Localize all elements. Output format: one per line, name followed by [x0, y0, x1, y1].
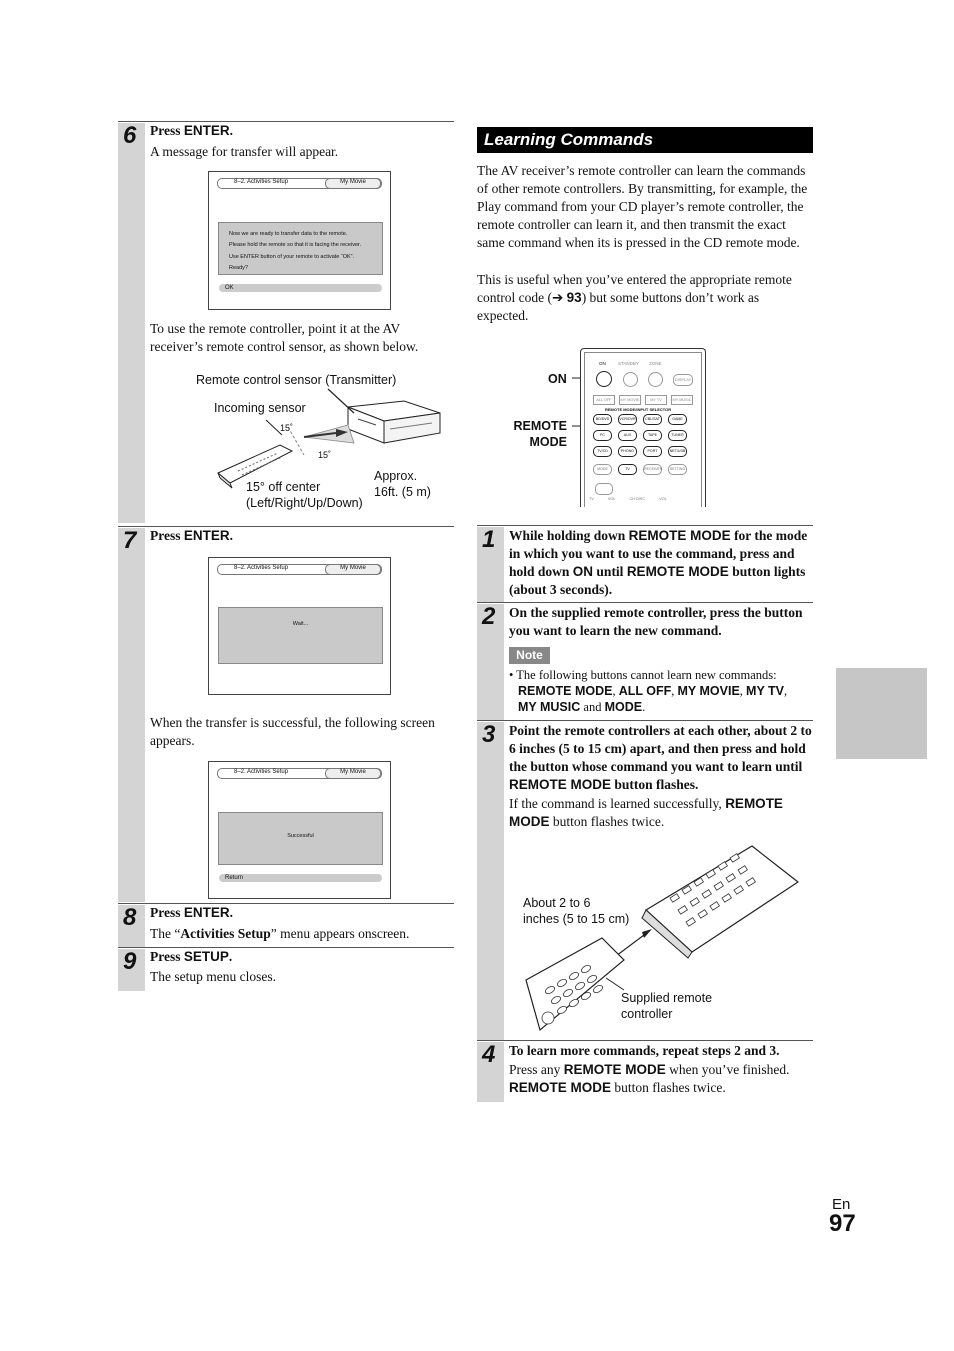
remote-controller-illustration: ON STANDBY ZONE DISPLAY ALL OFF MY MOVIE MY TV MY MUSIC REMOTE MODE/INPUT SELECTOR BD/DVD VCR/DVR CBL/SAT GAME PC AUX TAPE TUNER TV/CD PHONO PORT NET/USB MODE TV RECEIVER SETTING TV VOL CH DISC VOL: [580, 348, 706, 507]
step8-body: The “Activities Setup” menu appears onscreen.: [150, 926, 410, 941]
r-step4-rule: [477, 1040, 813, 1041]
bottom-row-labels: TV VOL CH DISC VOL: [589, 497, 667, 501]
step8-rule: [118, 903, 454, 904]
offcenter-label: 15° off center (Left/Right/Up/Down): [246, 480, 363, 510]
step8-heading: Press ENTER.: [150, 905, 234, 920]
screen-header: 8–2. Activities Setup My Movie: [217, 564, 382, 575]
supplied-remote-label: Supplied remote controller: [621, 991, 713, 1021]
step7-heading: Press ENTER.: [150, 528, 234, 543]
r-step2-text: On the supplied remote controller, press the button you want to learn the new command.: [509, 605, 803, 638]
step6-bar: [118, 123, 145, 523]
tv-power-button[interactable]: [595, 483, 613, 495]
screen-header: 8–2. Activities Setup My Movie: [217, 178, 382, 189]
angle-bottom: 15˚: [318, 450, 332, 460]
step6-body2: To use the remote controller, point it at the AV receiver’s remote control sensor, as shown below.: [150, 321, 419, 354]
step9-number: 9: [123, 948, 137, 975]
display-button[interactable]: DISPLAY: [673, 374, 693, 386]
step6-rule: [118, 121, 454, 122]
step6-heading: Press ENTER.: [150, 123, 234, 138]
step9-heading: Press SETUP.: [150, 949, 233, 964]
step7-body: When the transfer is successful, the following screen appears.: [150, 715, 435, 748]
r-step4-number: 4: [482, 1041, 496, 1068]
step8-number: 8: [123, 904, 137, 931]
step9-body: The setup menu closes.: [150, 969, 276, 984]
incoming-label: Incoming sensor: [214, 401, 306, 415]
distance-2-6-label: About 2 to 6 inches (5 to 15 cm): [523, 896, 630, 926]
zone-button[interactable]: [648, 372, 663, 387]
activity-row: ALL OFF MY MOVIE MY TV MY MUSIC: [593, 395, 693, 405]
r-step1-rule: [477, 525, 813, 526]
step6-body: A message for transfer will appear.: [150, 144, 339, 159]
remote-mode-label: REMOTE MODE: [513, 419, 567, 449]
on-button[interactable]: [596, 371, 612, 387]
r-step4-title: To learn more commands, repeat steps 2 and 3.: [509, 1043, 780, 1058]
angle-top: 15˚: [280, 423, 294, 433]
step7-bar: [118, 528, 145, 902]
sensor-label: Remote control sensor (Transmitter): [196, 373, 397, 387]
note-badge: Note: [509, 647, 550, 664]
section-title: Learning Commands: [477, 127, 813, 153]
screen-message-box: Now we are ready to transfer data to the remote. Please hold the remote so that it is facing the receiver. Use ENTER button of your remote to activate “OK”. Ready?: [218, 222, 383, 275]
r-step2-number: 2: [482, 603, 496, 630]
standby-button[interactable]: [623, 372, 638, 387]
chapter-tab: [836, 668, 927, 759]
page-number: 97: [829, 1210, 856, 1237]
step7-screen-success: [208, 761, 391, 899]
step9-rule: [118, 947, 454, 948]
r-step2-rule: [477, 602, 813, 603]
step7-screen-wait: [208, 557, 391, 695]
mode-row-4[interactable]: MODE TV RECEIVER SETTING: [593, 464, 687, 475]
step7-number: 7: [123, 527, 137, 554]
mode-row-3[interactable]: TV/CD PHONO PORT NET/USB: [593, 446, 687, 457]
screen-success-message: Successful: [218, 812, 383, 865]
r-step1-text: While holding down REMOTE MODE for the mode in which you want to use the command, press and hold down ON until REMOTE MODE button lights (about 3 seconds).: [509, 528, 808, 597]
screen-header: 8–2. Activities Setup My Movie: [217, 768, 382, 779]
note-text: • The following buttons cannot learn new commands: REMOTE MODE, ALL OFF, MY MOVIE, MY TV, MY MUSIC and MODE.: [509, 668, 788, 714]
language-label: En: [832, 1196, 851, 1213]
step7-rule: [118, 526, 454, 527]
on-label: ON: [548, 372, 567, 386]
distance-label: Approx. 16ft. (5 m): [374, 469, 431, 499]
r-step3-bar: [477, 722, 504, 1040]
intro-paragraph-2: This is useful when you’ve entered the appropriate remote control code (➔ 93) but some buttons don’t work as expected.: [477, 272, 792, 323]
r-step3-rule: [477, 720, 813, 721]
r-step3-text: Point the remote controllers at each other, about 2 to 6 inches (5 to 15 cm) apart, and then press and hold the button whose command you want to learn until REMOTE MODE button flashes.: [509, 723, 812, 792]
mode-row-2[interactable]: PC AUX TAPE TUNER: [593, 430, 687, 441]
r-step3-number: 3: [482, 721, 496, 748]
intro-paragraph-1: The AV receiver’s remote controller can learn the commands of other remote controllers. By transmitting, for example, the Play command from your CD player’s remote controller, the remote controller can learn it, and then transmit the exact same command when its is pressed in the CD remote mode.: [477, 163, 808, 250]
r-step4-body: Press any REMOTE MODE when you’ve finished. REMOTE MODE button flashes twice.: [509, 1062, 790, 1095]
screen-return-button[interactable]: Return: [219, 874, 382, 882]
screen-ok-button[interactable]: OK: [219, 284, 382, 292]
step6-number: 6: [123, 122, 137, 149]
screen-wait-message: Wait...: [218, 607, 383, 664]
mode-row-1[interactable]: BD/DVD VCR/DVR CBL/SAT GAME: [593, 414, 687, 425]
r-step1-number: 1: [482, 526, 496, 553]
step6-screen: [208, 171, 391, 310]
r-step3-body: If the command is learned successfully, REMOTE MODE button flashes twice.: [509, 796, 783, 829]
